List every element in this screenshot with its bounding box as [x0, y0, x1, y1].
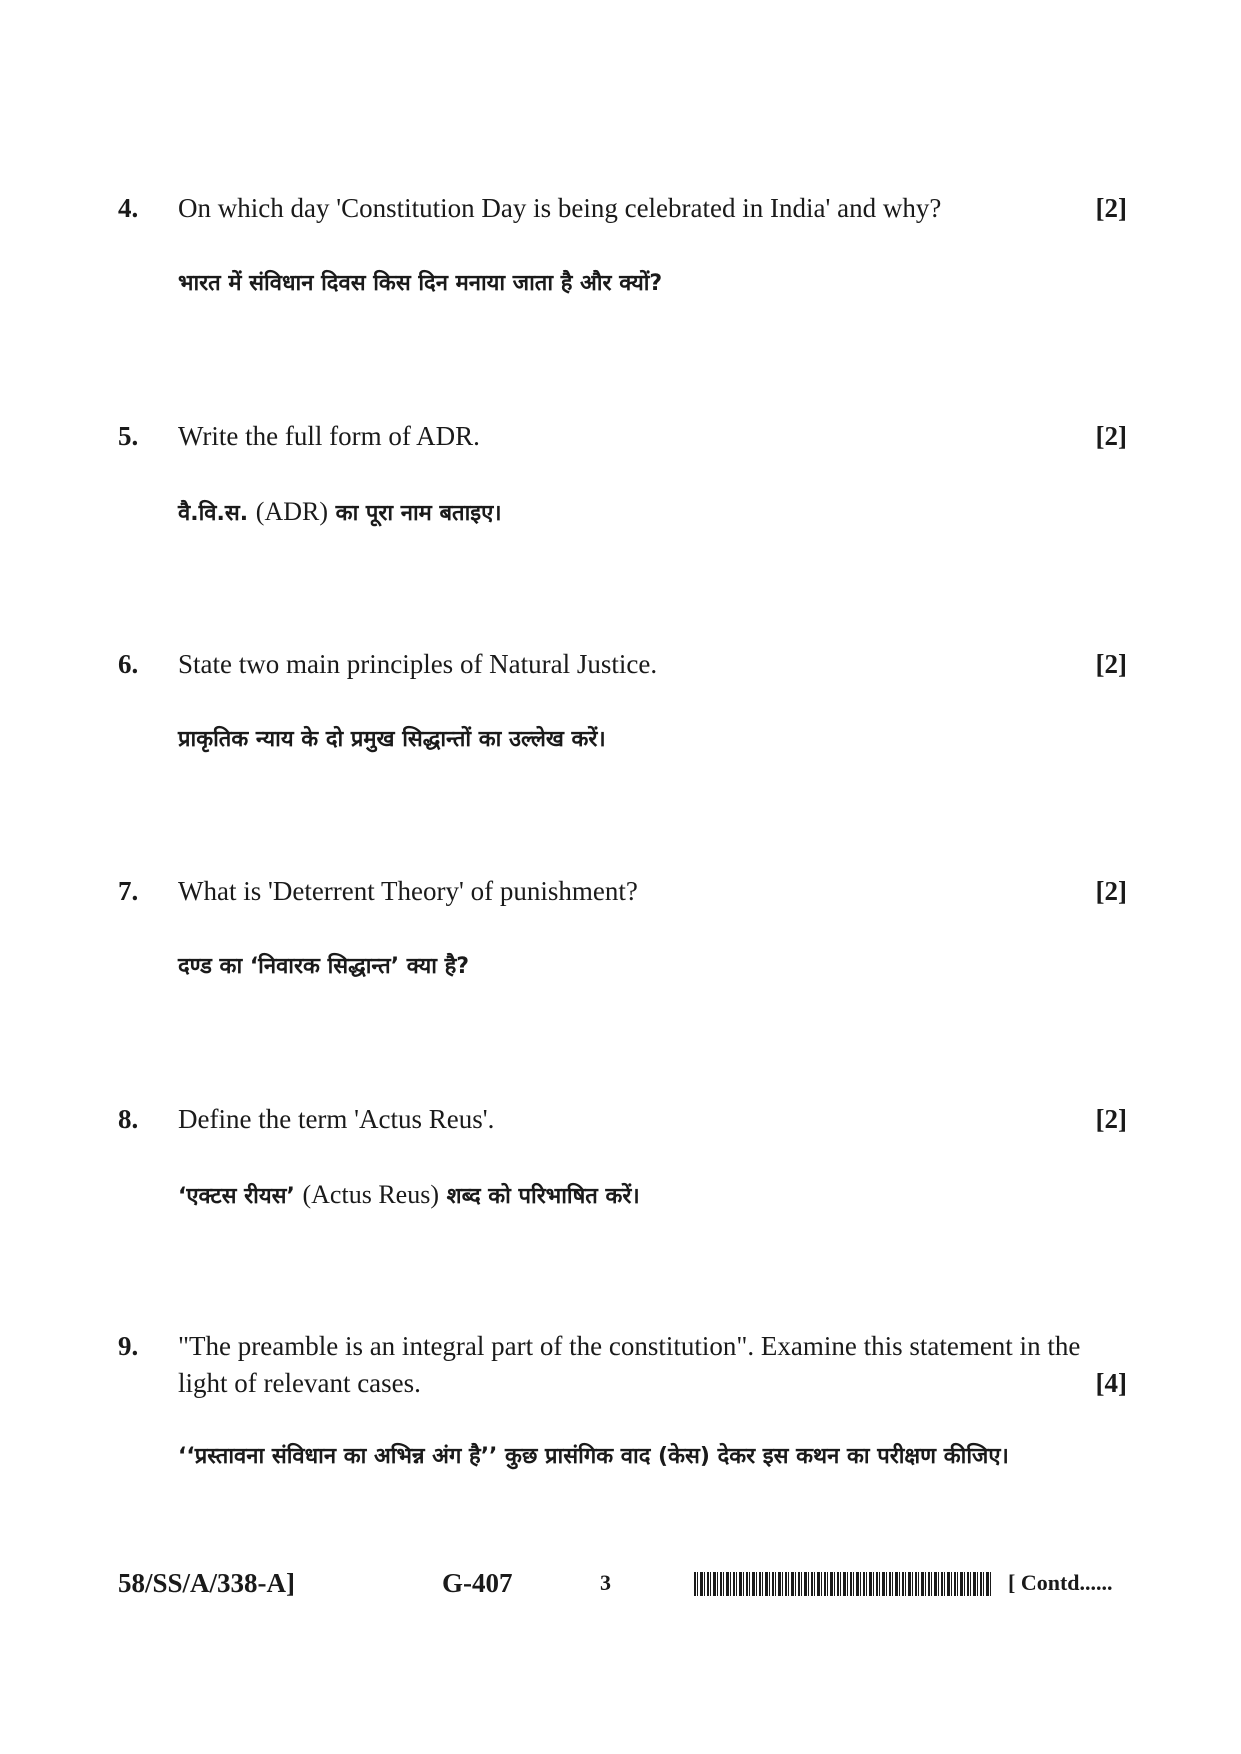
- question-text-hindi: ‘‘प्रस्तावना संविधान का अभिन्न अंग है’’ कुछ प्रासंगिक वाद (केस) देकर इस कथन का परीक्षण कीजिए।: [178, 1444, 1009, 1469]
- hindi-latin-term: (ADR): [255, 497, 328, 526]
- question-text-hindi: [178, 497, 1138, 529]
- question-marks: [2]: [1095, 421, 1127, 451]
- question-number: 8.: [118, 1104, 139, 1134]
- question-marks: [4]: [1095, 1368, 1127, 1398]
- question-number: 7.: [118, 876, 139, 906]
- continued-label: [ Contd......: [1008, 1570, 1113, 1595]
- question-marks: [2]: [1095, 1104, 1127, 1134]
- question-number: 9.: [118, 1331, 139, 1361]
- question-marks: [2]: [1095, 193, 1127, 223]
- series-code: G-407: [442, 1568, 513, 1598]
- hindi-term: ‘एक्टस रीयस’: [178, 1184, 295, 1209]
- question-text-english: Define the term 'Actus Reus'.: [178, 1104, 495, 1134]
- question-text-english: What is 'Deterrent Theory' of punishment?: [178, 876, 638, 906]
- page-footer: [0, 1568, 1241, 1608]
- question-text-english: On which day 'Constitution Day is being celebrated in India' and why?: [178, 193, 942, 223]
- question-text-hindi: प्राकृतिक न्याय के दो प्रमुख सिद्धान्तों का उल्लेख करें।: [178, 727, 606, 752]
- question-number: 4.: [118, 193, 139, 223]
- barcode-icon: [694, 1572, 992, 1596]
- question-text-english: State two main principles of Natural Justice.: [178, 649, 658, 679]
- question-number: 5.: [118, 421, 139, 451]
- question-marks: [2]: [1095, 649, 1127, 679]
- question-text-hindi: [178, 1180, 1138, 1212]
- question-number: 6.: [118, 649, 139, 679]
- hindi-abbreviation: वै.वि.स.: [178, 501, 249, 526]
- hindi-text: का पूरा नाम बताइए।: [335, 501, 502, 526]
- question-text-english: "The preamble is an integral part of the constitution". Examine this statement in the light of relevant cases.: [178, 1331, 1081, 1398]
- hindi-text: शब्द को परिभाषित करें।: [446, 1184, 640, 1209]
- page-number: 3: [600, 1570, 611, 1595]
- question-text-hindi: दण्ड का ‘निवारक सिद्धान्त’ क्या है?: [178, 954, 470, 979]
- question-text-english: Write the full form of ADR.: [178, 421, 480, 451]
- paper-code: 58/SS/A/338-A]: [118, 1568, 296, 1598]
- question-marks: [2]: [1095, 876, 1127, 906]
- question-text-hindi: भारत में संविधान दिवस किस दिन मनाया जाता है और क्यों?: [178, 271, 663, 296]
- hindi-latin-term: (Actus Reus): [302, 1180, 439, 1209]
